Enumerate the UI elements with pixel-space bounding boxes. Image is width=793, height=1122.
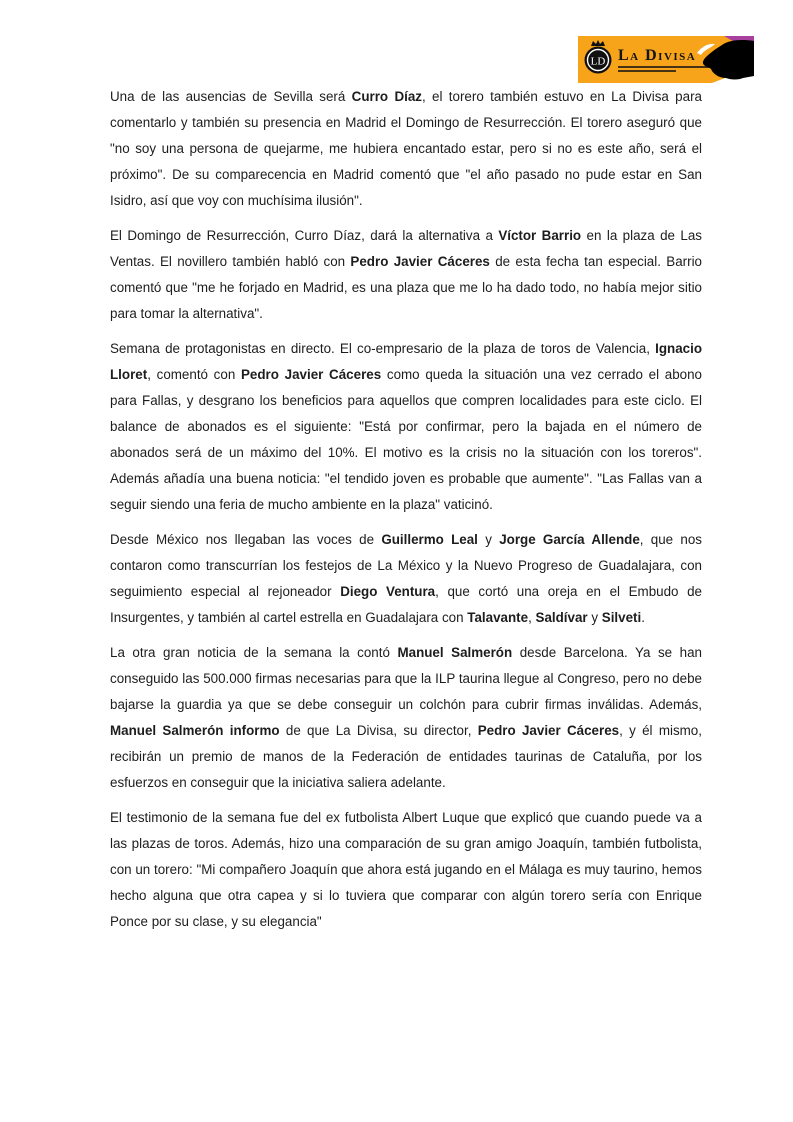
highlighted-name: Saldívar bbox=[535, 610, 588, 625]
highlighted-name: Diego Ventura bbox=[340, 584, 436, 599]
highlighted-name: Manuel Salmerón bbox=[397, 645, 513, 660]
text-run: , comentó con bbox=[147, 367, 241, 382]
text-run: en la plaza de Las Ventas. El novillero también habló con bbox=[110, 228, 703, 269]
highlighted-name: Pedro Javier Cáceres bbox=[477, 723, 620, 738]
highlighted-name: Curro Díaz bbox=[351, 89, 422, 104]
text-run: Semana de protagonistas en directo. El co-empresario de la plaza de toros de Valencia, bbox=[110, 341, 656, 356]
highlighted-name: Talavante bbox=[467, 610, 529, 625]
logo-tagline-line bbox=[618, 70, 676, 72]
highlighted-name: Silveti bbox=[601, 610, 642, 625]
highlighted-name: Ignacio Lloret bbox=[110, 341, 702, 382]
text-run: , el torero también estuvo en La Divisa para comentarlo y también su presencia en Madrid el Domingo de Resurrección. El torero aseguró que "no soy una persona de quejarme, me hubiera encantado estar, pero si no es este año, será el próximo". De su comparecencia en Madrid comentó que "el año pasado no pude estar en San Isidro, así que voy con muchísima ilusión". bbox=[110, 89, 702, 208]
bull-icon bbox=[695, 36, 754, 83]
la-divisa-emblem-icon bbox=[583, 39, 613, 81]
text-run: , que nos contaron como transcurrían los festejos de La México y la Nuevo Progreso de Guadalajara, con seguimiento especial al rejoneador bbox=[110, 532, 703, 599]
text-run: . bbox=[641, 610, 645, 625]
highlighted-name: Pedro Javier Cáceres bbox=[350, 254, 490, 269]
highlighted-name: Guillermo Leal bbox=[381, 532, 478, 547]
la-divisa-logo bbox=[578, 36, 754, 83]
highlighted-name: Víctor Barrio bbox=[498, 228, 582, 243]
svg-text:LD: LD bbox=[590, 55, 606, 67]
highlighted-name: Pedro Javier Cáceres bbox=[240, 367, 382, 382]
article-paragraph bbox=[110, 527, 702, 631]
article-paragraph bbox=[110, 805, 702, 935]
text-run: , que cortó una oreja en el Embudo de Insurgentes, y también al cartel estrella en Guadalajara con bbox=[110, 584, 702, 625]
article-paragraph bbox=[110, 336, 702, 518]
text-run: de que La Divisa, su director, bbox=[279, 723, 478, 738]
article-paragraph bbox=[110, 223, 702, 327]
highlighted-name: Jorge García Allende bbox=[499, 532, 640, 547]
highlighted-name: Manuel Salmerón informo bbox=[110, 723, 280, 738]
article-paragraph bbox=[110, 640, 702, 796]
text-run: El testimonio de la semana fue del ex futbolista Albert Luque que explicó que cuando puede va a las plazas de toros. Además, hizo una comparación de su gran amigo Joaquín, también futbolista, con un torero: "Mi compañero Joaquín que ahora está jugando en el Málaga es muy taurino, hemos hecho alguna que otra capea y si lo tuviera que comparar con algún torero sería con Enrique Ponce por su clase, y su elegancia" bbox=[110, 810, 702, 929]
text-run: La otra gran noticia de la semana la contó bbox=[110, 645, 398, 660]
article-body bbox=[110, 84, 702, 944]
text-run: El Domingo de Resurrección, Curro Díaz, dará la alternativa a bbox=[110, 228, 499, 243]
text-run: desde Barcelona. Ya se han conseguido las 500.000 firmas necesarias para que la ILP taurina llegue al Congreso, pero no debe bajarse la guardia ya que se debe conseguir un colchón para cubrir firmas inválidas. Además, bbox=[110, 645, 702, 712]
article-paragraph bbox=[110, 84, 702, 214]
logo-title: La Divisa bbox=[618, 47, 697, 64]
text-run: Una de las ausencias de Sevilla será bbox=[110, 89, 352, 104]
text-run: como queda la situación una vez cerrado el abono para Fallas, y desgrano los beneficios para aquellos que compren localidades para este ciclo. El balance de abonados es el siguiente: "Está por confirmar, pero la bajada en el número de abonados será de un máximo del 10%. El motivo es la crisis no la situación con los toreros". Además añadía una buena noticia: "el tendido joven es probable que aumente". "Las Fallas van a seguir siendo una feria de mucho ambiente en la plaza" vaticinó. bbox=[110, 367, 702, 512]
text-run: de esta fecha tan especial. Barrio comentó que "me he forjado en Madrid, es una plaza que me lo ha dado todo, no había mejor sitio para tomar la alternativa". bbox=[110, 254, 702, 321]
text-run: , bbox=[528, 610, 536, 625]
text-run: Desde México nos llegaban las voces de bbox=[110, 532, 382, 547]
text-run: y bbox=[477, 532, 500, 547]
text-run: y bbox=[587, 610, 602, 625]
text-run: , y él mismo, recibirán un premio de manos de la Federación de entidades taurinas de Cataluña, por los esfuerzos en conseguir que la iniciativa saliera adelante. bbox=[110, 723, 702, 790]
